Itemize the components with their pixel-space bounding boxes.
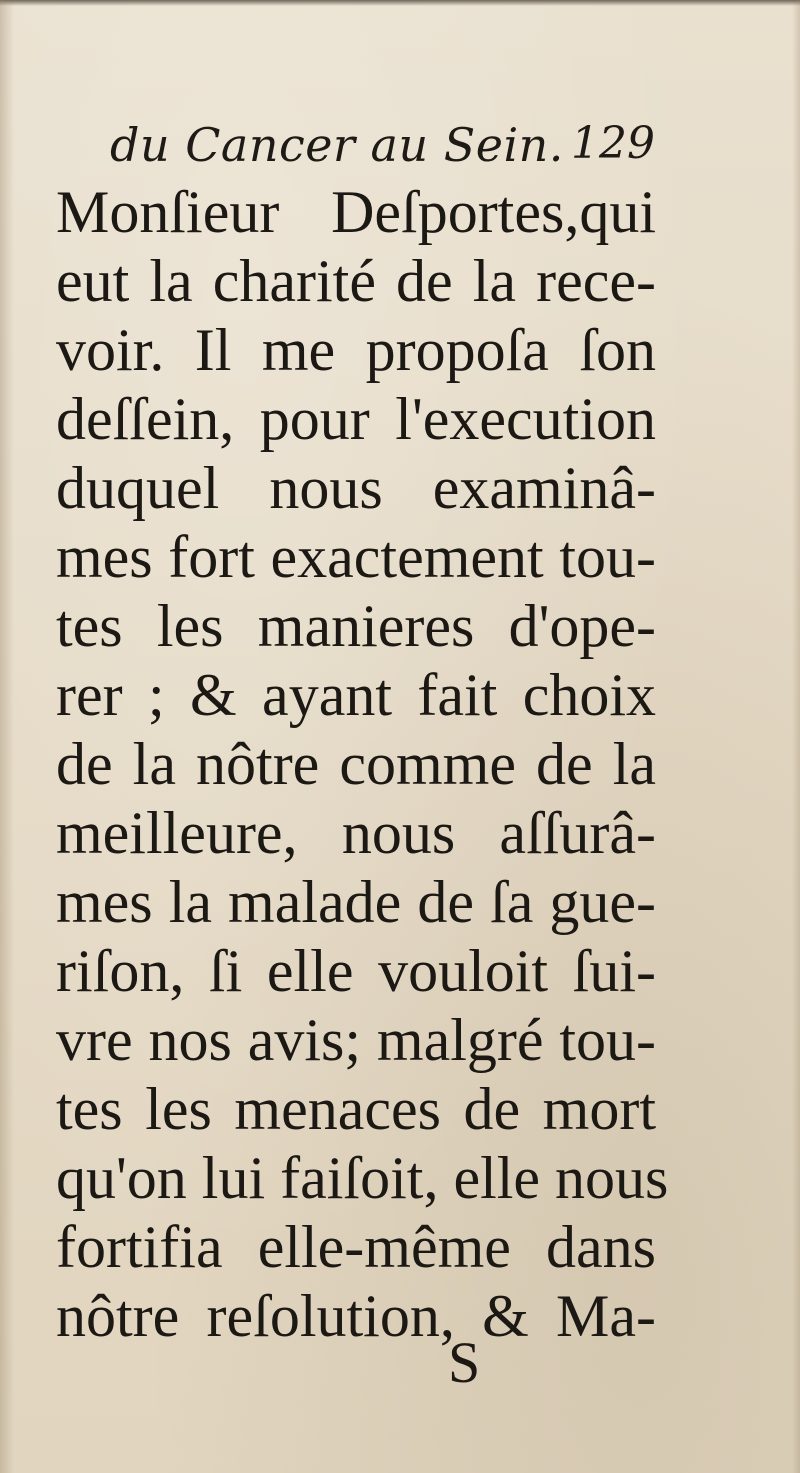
text-line: duquel nous examinâ- xyxy=(56,455,656,521)
page-right-edge xyxy=(792,0,800,1473)
text-line: tes les menaces de mort xyxy=(56,1076,656,1142)
page-number: 129 xyxy=(571,118,655,169)
running-head: du Cancer au Sein. xyxy=(110,118,564,172)
text-line: deſſein, pour l'execution xyxy=(56,386,656,452)
text-line: riſon, ſi elle vouloit ſui- xyxy=(56,938,656,1004)
text-line: rer ; & ayant fait choix xyxy=(56,662,656,728)
text-line: tes les manieres d'ope- xyxy=(56,593,656,659)
page-header xyxy=(110,118,655,178)
page-gutter-shadow xyxy=(0,0,14,1473)
text-line: vre nos avis; malgré tou- xyxy=(56,1007,656,1073)
text-line: mes la malade de ſa gue- xyxy=(56,869,656,935)
text-line: voir. Il me propoſa ſon xyxy=(56,317,656,383)
text-line: nôtre reſolution, & Ma- xyxy=(56,1283,656,1349)
body-text xyxy=(56,178,669,1351)
signature-mark: S xyxy=(448,1330,481,1395)
text-line: meilleure, nous aſſurâ- xyxy=(56,800,656,866)
page-top-edge xyxy=(0,0,800,6)
text-line: mes fort exactement tou- xyxy=(56,524,656,590)
text-line: Monſieur Deſportes,qui xyxy=(56,179,656,245)
text-line: de la nôtre comme de la xyxy=(56,731,656,797)
text-line: qu'on lui faiſoit, elle nous xyxy=(56,1145,669,1211)
text-line: fortifia elle-même dans xyxy=(56,1214,656,1280)
text-line: eut la charité de la rece- xyxy=(56,248,656,314)
